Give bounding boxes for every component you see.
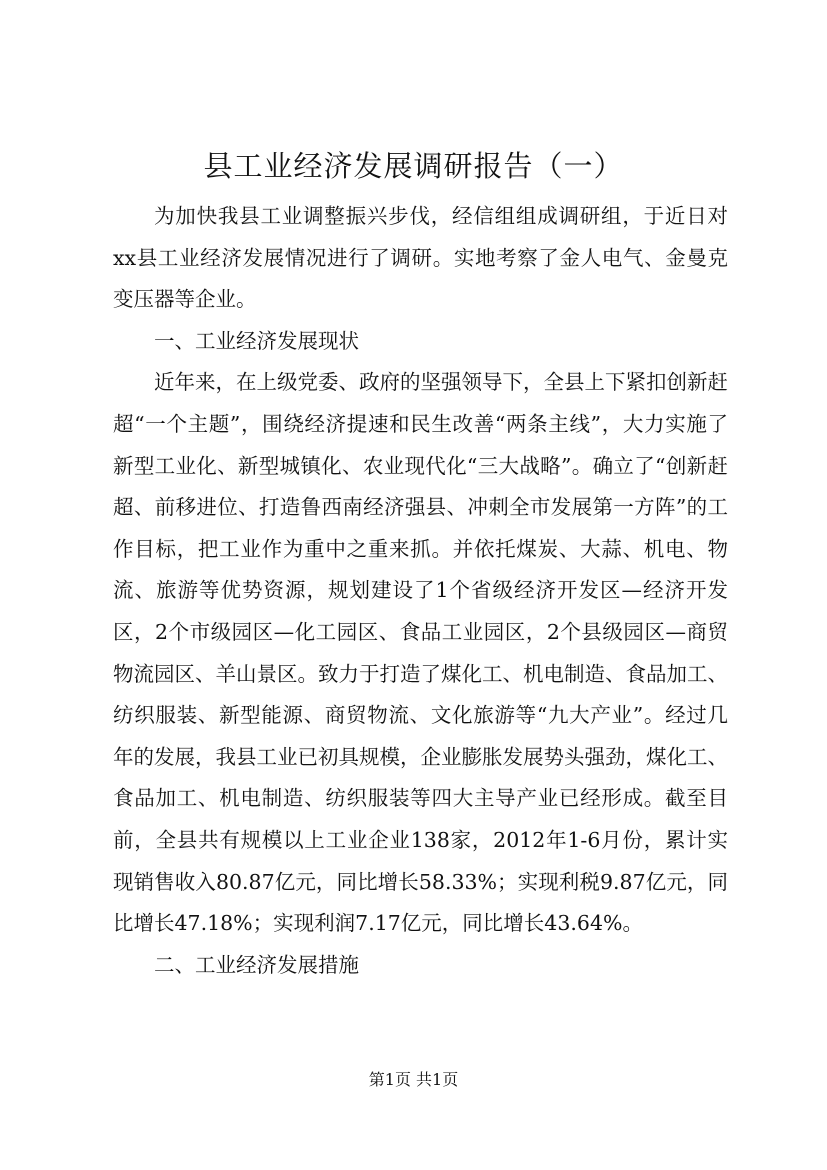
section-heading-1: 一、工业经济发展现状 — [154, 328, 359, 353]
page-footer: 第1页 共1页 — [368, 1070, 459, 1089]
document-title: 县工业经济发展调研报告（一） — [203, 149, 624, 183]
intro-paragraph: 为加快我县工业调整振兴步伐，经信组组成调研组，于近日对xx县工业经济发展情况进行了调研。实地考察了金人电气、金曼克变压器等企业。 — [113, 204, 728, 312]
section-heading-2: 二、工业经济发展措施 — [154, 952, 359, 977]
document-body — [113, 196, 728, 986]
status-paragraph: 近年来，在上级党委、政府的坚强领导下，全县上下紧扣创新赶超“一个主题”，围绕经济提速和民生改善“两条主线”，大力实施了新型工业化、新型城镇化、农业现代化“三大战略”。确立了“创新赶超、前移进位、打造鲁西南经济强县、冲刺全市发展第一方阵”的工作目标，把工业作为重中之重来抓。并依托煤炭、大蒜、机电、物流、旅游等优势资源，规划建设了1个省级经济开发区—经济开发区，2个市级园区—化工园区、食品工业园区，2个县级园区—商贸物流园区、羊山景区。致力于打造了煤化工、机电制造、食品加工、纺织服装、新型能源、商贸物流、文化旅游等“九大产业”。经过几年的发展，我县工业已初具规模，企业膨胀发展势头强劲，煤化工、食品加工、机电制造、纺织服装等四大主导产业已经形成。截至目前，全县共有规模以上工业企业138家，2012年1-6月份，累计实现销售收入80.87亿元，同比增长58.33%；实现利税9.87亿元，同比增长47.18%；实现利润7.17亿元，同比增长43.64%。 — [113, 370, 728, 936]
